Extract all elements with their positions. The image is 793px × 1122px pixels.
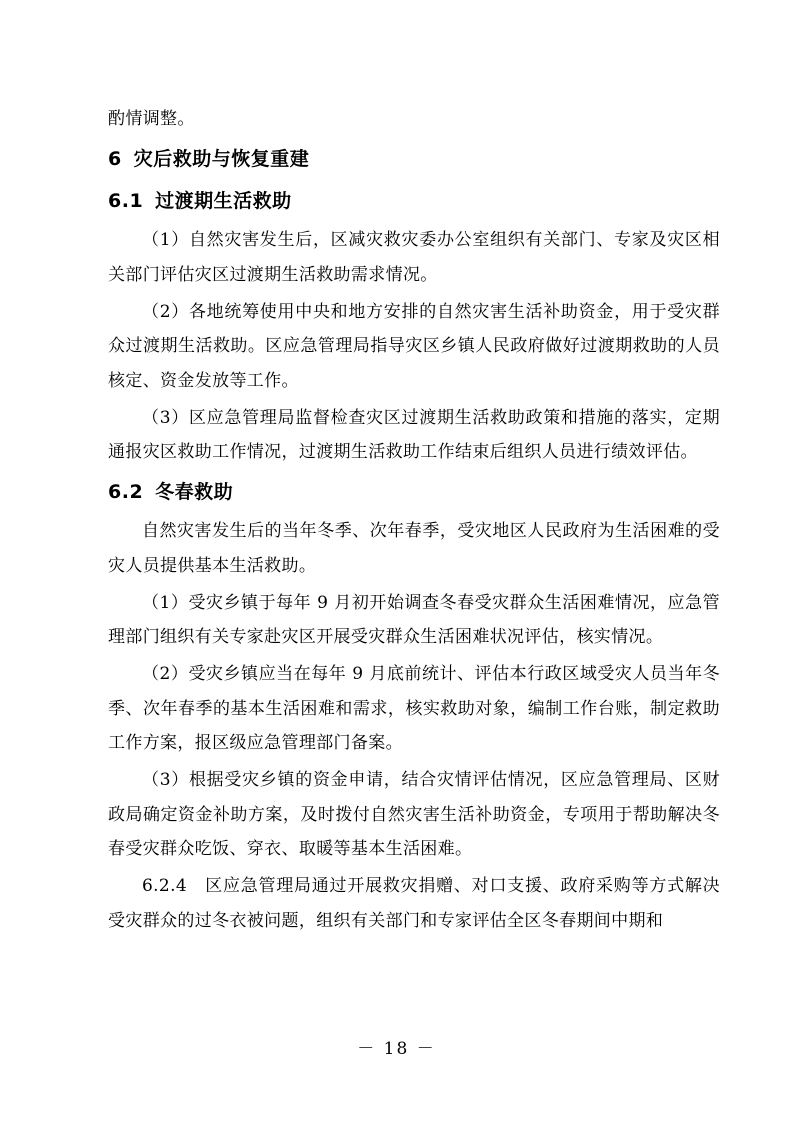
page-number: － 18 － (357, 1039, 436, 1059)
section-number: 6 (108, 148, 122, 170)
paragraph: （3）区应急管理局监督检查灾区过渡期生活救助政策和措施的落实，定期通报灾区救助工作情况，过渡期生活救助工作结束后组织人员进行绩效评估。 (108, 407, 720, 462)
paragraph: （1）受灾乡镇于每年 9 月初开始调查冬春受灾群众生活困难情况，应急管理部门组织有关专家赴灾区开展受灾群众生活困难状况评估，核实情况。 (108, 592, 720, 647)
paragraph: （2）受灾乡镇应当在每年 9 月底前统计、评估本行政区域受灾人员当年冬季、次年春季的基本生活困难和需求，核实救助对象，编制工作台账，制定救助工作方案，报区级应急管理部门备案。 (108, 664, 720, 753)
subsection-number: 6.1 (108, 190, 144, 212)
subsection-number: 6.2 (108, 481, 144, 503)
subsection-title: 冬春救助 (155, 481, 234, 503)
subsection-heading-6-1 (108, 181, 720, 221)
paragraph: （2）各地统筹使用中央和地方安排的自然灾害生活补助资金，用于受灾群众过渡期生活救助。区应急管理局指导灾区乡镇人民政府做好过渡期救助的人员核定、资金发放等工作。 (108, 301, 720, 391)
document-body (108, 102, 720, 941)
paragraph-continuation: 酌情调整。 (108, 109, 195, 129)
paragraph: 自然灾害发生后的当年冬季、次年春季，受灾地区人民政府为生活困难的受灾人员提供基本生活救助。 (108, 521, 720, 576)
subsection-heading-6-2 (108, 472, 720, 512)
section-title: 灾后救助与恢复重建 (133, 148, 310, 170)
paragraph: （3）根据受灾乡镇的资金申请，结合灾情评估情况，区应急管理局、区财政局确定资金补助方案，及时拨付自然灾害生活补助资金，专项用于帮助解决冬春受灾群众吃饭、穿衣、取暖等基本生活困难。 (108, 770, 720, 859)
subsection-title: 过渡期生活救助 (155, 190, 292, 212)
paragraph: 6.2.4 区应急管理局通过开展救灾捐赠、对口支援、政府采购等方式解决受灾群众的过冬衣被问题，组织有关部门和专家评估全区冬春期间中期和 (108, 876, 720, 931)
section-heading-6 (108, 139, 720, 179)
paragraph: （1）自然灾害发生后，区减灾救灾委办公室组织有关部门、专家及灾区相关部门评估灾区过渡期生活救助需求情况。 (108, 230, 720, 285)
